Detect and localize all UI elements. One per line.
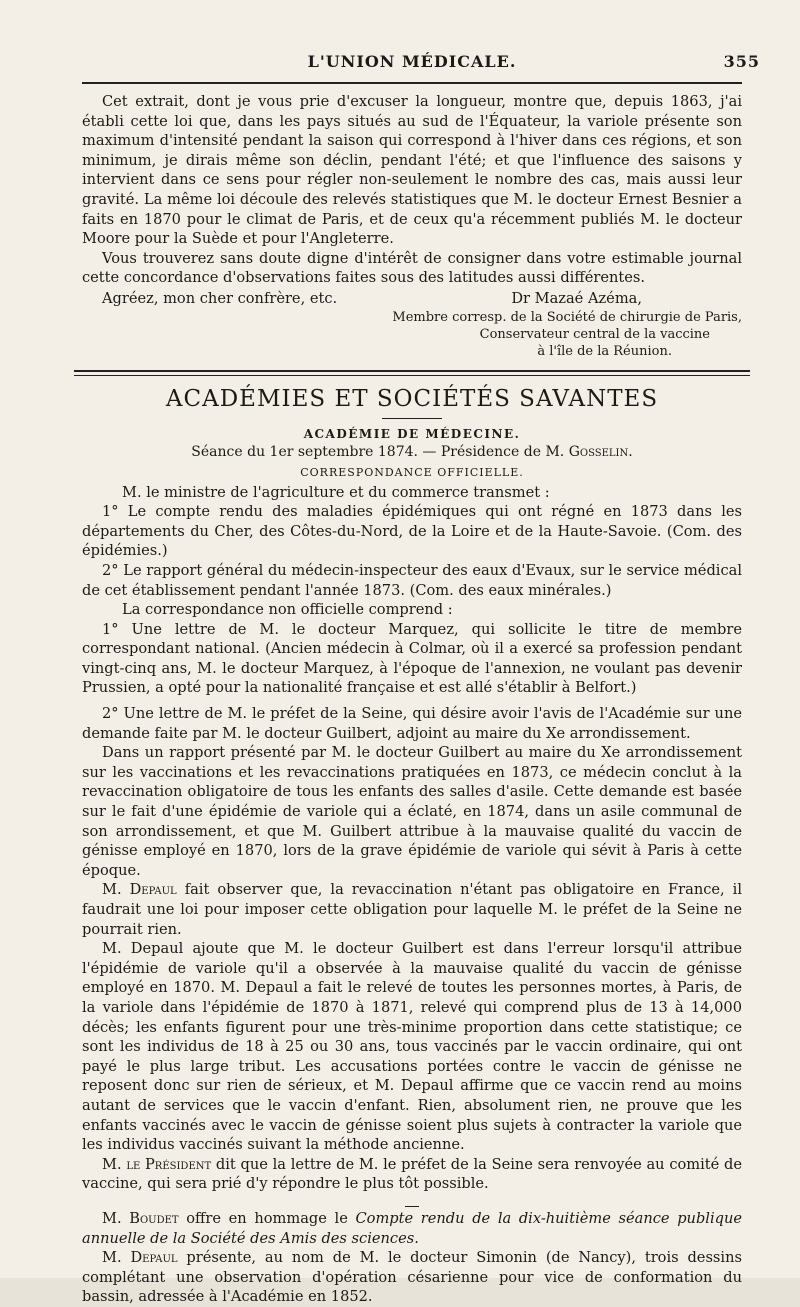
president-name: Gosselin. [568,443,633,460]
paragraph-rule [405,1206,419,1207]
body-paragraph: 1° Le compte rendu des maladies épidémiques qui ont régné en 1873 dans les départements du Cher, des Côtes-du-Nord, de la Loire et de la Haute-Savoie. (Com. des épidémies.) [82,503,742,560]
signature-line: à l'île de la Réunion. [537,343,672,359]
speaker-name: M. Depaul [102,881,177,899]
body-paragraph [82,880,742,939]
signature-line: Conservateur central de la vaccine [479,326,710,342]
work-title: Compte rendu de la dix-huitième séance publique annuelle de la Société des Amis des sciences. [82,1209,742,1247]
section-title: ACADÉMIES ET SOCIÉTÉS SAVANTES [165,385,659,412]
letter-paragraph: Cet extrait, dont je vous prie d'excuser la longueur, montre que, depuis 1863, j'ai établi cette loi que, dans les pays situés au sud de l'Équateur, la variole présente son maximum d'intensité pendant la saison qui correspond à l'hiver dans ces régions, et son minimum, je dirais même son déclin, pendant l'été; et que l'influence des saisons y intervient dans ce sens pour régler non-seulement le nombre des cas, mais aussi leur gravité. La même loi découle des relevés statistiques que M. le docteur Ernest Besnier a faits en 1870 pour le climat de Paris, et de ceux qu'a récemment publiés M. le docteur Moore pour la Suède et pour l'Angleterre. [82,93,742,248]
body-paragraph: La correspondance non officielle comprend : [122,601,453,619]
signature-name: Dr Mazaé Azéma, [511,289,642,307]
title-rule [382,418,442,419]
body-paragraph: M. le ministre de l'agriculture et du commerce transmet : [122,483,550,501]
speaker-name: M. le Président [102,1155,212,1173]
page-number: 355 [723,52,760,71]
closing-text: Agréez, mon cher confrère, etc. [102,289,338,307]
journal-title: L'UNION MÉDICALE. [307,52,517,71]
seance-line [82,443,742,462]
speaker-text: offre en hommage le [186,1209,348,1227]
body-paragraph: M. Depaul ajoute que M. le docteur Guilbert est dans l'erreur lorsqu'il attribue l'épidémie de variole qu'il a observée à la mauvaise qualité du vaccin de génisse employé en 1870. M. Depaul a fait le relevé de toutes les personnes mortes, à Paris, de la variole dans l'épidémie de 1870 à 1871, relevé qui comprend plus de 13 à 14,000 décès; les enfants figurent pour une très-minime proportion dans cette statistique; ce sont les individus de 18 à 25 ou 30 ans, tous vaccinés par le vaccin ordinaire, qui ont payé le plus large tribut. Les accusations portées contre le vaccin de génisse ne reposent donc sur rien de sérieux, et M. Depaul affirme que ce vaccin rend au moins autant de services que le vaccin d'enfant. Rien, absolument rien, ne prouve que les enfants vaccinés avec le vaccin de génisse soient plus sujets à contracter la variole que les individus vaccinés suivant la méthode ancienne. [82,940,742,1154]
seance-text: Séance du 1er septembre 1874. — Présidence de M. [191,443,565,460]
running-head [82,52,760,76]
academy-heading: ACADÉMIE DE MÉDECINE. [303,426,521,441]
speaker-name: M. Depaul [102,1249,178,1267]
letter-section [82,92,742,360]
correspondance-heading: CORRESPONDANCE OFFICIELLE. [300,465,524,479]
letter-paragraph: Vous trouverez sans doute digne d'intérêt de consigner dans votre estimable journal cette concordance d'observations faites sous des latitudes aussi différentes. [82,249,742,287]
speaker-text: dit que la lettre de M. le préfet de la Seine sera renvoyée au comité de vaccine, qui sera prié d'y répondre le plus tôt possible. [82,1155,742,1193]
body-paragraph: 2° Le rapport général du médecin-inspecteur des eaux d'Evaux, sur le service médical de cet établissement pendant l'année 1873. (Com. des eaux minérales.) [82,561,742,599]
section-divider [74,370,750,376]
body-paragraph: 1° Une lettre de M. le docteur Marquez, qui sollicite le titre de membre correspondant national. (Ancien médecin à Colmar, où il a exercé sa profession pendant vingt-cinq ans, M. le docteur Marquez, à l'époque de l'annexion, ne voulant pas devenir Prussien, a opté pour la nationalité française et est allé s'établir à Belfort.) [82,620,742,697]
signature-block [82,309,742,360]
body-paragraph [82,1248,742,1307]
body-paragraph: 2° Une lettre de M. le préfet de la Seine, qui désire avoir l'avis de l'Académie sur une demande faite par M. le docteur Guilbert, adjoint au maire du Xe arrondissement. [82,705,742,742]
signature-row [82,289,742,309]
signature-line: Membre corresp. de la Société de chirurgie de Paris, [392,309,742,325]
body-paragraph [82,1155,742,1194]
body-paragraph [82,1209,742,1248]
header-rule [82,82,742,84]
speaker-text: fait observer que, la revaccination n'étant pas obligatoire en France, il faudrait une loi pour imposer cette obligation pour laquelle M. le préfet de la Seine ne pourrait rien. [82,881,742,938]
speaker-text: présente, au nom de M. le docteur Simonin (de Nancy), trois dessins complétant une observation d'opération césarienne pour vice de conformation du bassin, adressée à l'Académie en 1852. [82,1249,742,1306]
speaker-name: M. Boudet [102,1209,179,1227]
body-paragraph: Dans un rapport présenté par M. le docteur Guilbert au maire du Xe arrondissement sur les vaccinations et les revaccinations pratiquées en 1873, ce médecin conclut à la revaccination obligatoire de tous les enfants des salles d'asile. Cette demande est basée sur le fait d'une épidémie de variole qui a éclaté, en 1874, dans un asile communal de son arrondissement, et que M. Guilbert attribue à la mauvaise qualité du vaccin de génisse employé en 1870, lors de la grave épidémie de variole qui sévit à Paris à cette époque. [82,744,742,879]
minutes-body [82,483,742,1307]
